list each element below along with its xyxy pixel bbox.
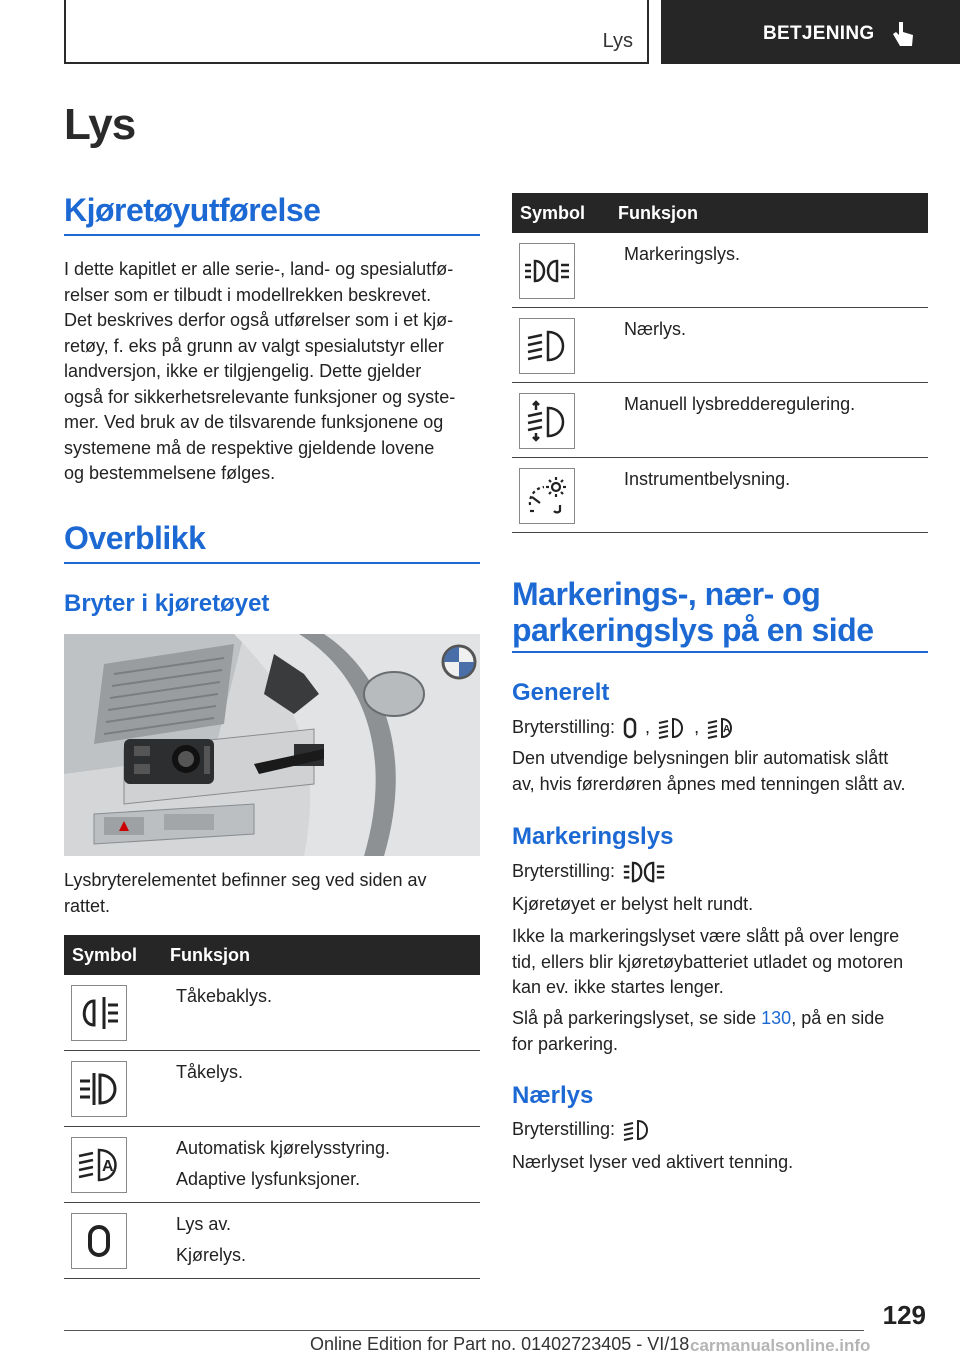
pointing-hand-icon [890,20,916,48]
text-line: av, hvis førerdøren åpnes med tenningen slått av. [512,773,906,794]
headlight-range-icon [519,393,575,449]
intro-line: og bestemmelsene følges. [64,463,276,483]
heading-kjoretoyutforelse: Kjøretøyutførelse [64,192,321,228]
table-row [64,975,480,1051]
intro-line: relser som er tilbudt i modellrekken beskrevet. [64,284,432,305]
markeringslys-p1: Kjøretøyet er belyst helt rundt. [512,894,754,914]
page-number: 129 [882,1300,926,1330]
markeringslys-switch-position [512,859,932,885]
naerlys-switch-position [512,1117,932,1143]
caption-line: Lysbryterelementet befinner seg ved siden av [64,870,427,890]
heading-line: Markerings-, nær- og [512,576,821,612]
col-function-header: Funksjon [618,202,698,223]
header-section-label: Lys [602,30,633,52]
svg-text:A: A [102,1158,114,1175]
naerlys-paragraph: Nærlyset lyser ved aktivert tenning. [512,1152,794,1172]
table-row [512,458,928,533]
header-chapter-box [661,0,960,64]
intro-line: Det beskrives derfor også utførelser som i et kjø- [64,310,454,330]
low-beam-icon [519,318,575,374]
heading-markerings-naer-parkeringslys [512,576,874,648]
symbol-table-2 [512,193,928,533]
header-chapter-label: BETJENING [763,23,875,44]
light-switch-photo [64,634,480,856]
watermark: carmanualsonline.info [690,1336,871,1355]
auto-headlight-icon [71,1137,127,1193]
lights-off-icon [71,1213,127,1269]
caption-line: rattet. [64,895,111,916]
footer-edition: Online Edition for Part no. 01402723405 - VI/18 [310,1334,690,1354]
lights-off-icon [622,717,638,739]
low-beam-icon [657,716,687,740]
generelt-paragraph [512,746,932,797]
instrument-lighting-icon [519,468,575,524]
table-row [512,383,928,458]
intro-line: landversjon, ikke er tilgjengelig. Dette gjelder [64,361,422,381]
header-section-box [64,0,649,64]
heading-naerlys: Nærlys [512,1082,594,1109]
text-span: , på en side [791,1008,885,1028]
table-row [64,1051,480,1127]
row-description: Tåkebaklys. [176,986,273,1006]
intro-line: systemene må de respektive gjeldende lovene [64,437,435,458]
text-line: Ikke la markeringslyset være slått på over lengre [512,926,900,946]
text-line: kan ev. ikke startes lenger. [512,977,724,997]
col-symbol-header: Symbol [520,202,586,223]
row-description: Lys av. Kjørelys. [176,1214,247,1265]
page-130-link[interactable]: 130 [761,1008,792,1028]
markeringslys-p3 [512,1006,932,1057]
markeringslys-p2 [512,924,937,1001]
heading-bryter: Bryter i kjøretøyet [64,590,270,617]
parking-light-icon [519,243,575,299]
switch-symbol-table [64,935,480,1279]
table-row [512,233,928,308]
row-description: Manuell lysbredderegulering. [624,394,856,414]
generelt-switch-positions: Bryterstilling: , , A [512,715,932,741]
rear-fog-light-icon [71,985,127,1041]
intro-line: mer. Ved bruk av de tilsvarende funksjonene og [64,412,444,432]
row-description: Nærlys. [624,319,686,339]
auto-headlight-icon [706,716,736,740]
row-description: Tåkelys. [176,1062,244,1082]
page-title: Lys [64,100,136,149]
intro-line: retøy, f. eks på grunn av valgt spesialutstyr eller [64,335,444,356]
intro-paragraph [64,257,484,487]
heading-overblikk: Overblikk [64,520,206,556]
row-description: Instrumentbelysning. [624,469,791,489]
col-function-header: Funksjon [170,944,250,965]
intro-line: også for sikkerhetsrelevante funksjoner og syste- [64,386,456,407]
table-header [512,193,928,233]
table-header [64,935,480,975]
heading-rule [64,562,480,564]
row-description: Automatisk kjørelysstyring. Adaptive lysfunksjoner. [176,1138,391,1189]
intro-line: I dette kapitlet er alle serie-, land- og spesialutfø- [64,259,454,279]
text-span: Slå på parkeringslyset, se side [512,1008,762,1028]
heading-line: parkeringslys på en side [512,612,874,648]
low-beam-icon [622,1118,652,1142]
table-row [64,1127,480,1203]
front-fog-light-icon [71,1061,127,1117]
heading-markeringslys: Markeringslys [512,823,674,850]
bryterstilling-label: Bryterstilling: [512,717,616,737]
text-line: Den utvendige belysningen blir automatisk slått [512,748,889,768]
photo-caption [64,868,484,919]
heading-generelt: Generelt [512,679,610,706]
table-row [512,308,928,383]
svg-text:A: A [723,724,731,736]
heading-rule [512,651,928,653]
text-line: tid, ellers blir kjøretøybatteriet utladet og motoren [512,951,904,972]
footer-rule [64,1330,864,1331]
text-line: for parkering. [512,1033,619,1054]
col-symbol-header: Symbol [72,944,138,965]
bryterstilling-label: Bryterstilling: [512,861,616,881]
table-row [64,1203,480,1279]
heading-rule [64,234,480,236]
row-description: Markeringslys. [624,244,741,264]
bryterstilling-label: Bryterstilling: [512,1119,616,1139]
parking-light-icon [622,861,666,883]
